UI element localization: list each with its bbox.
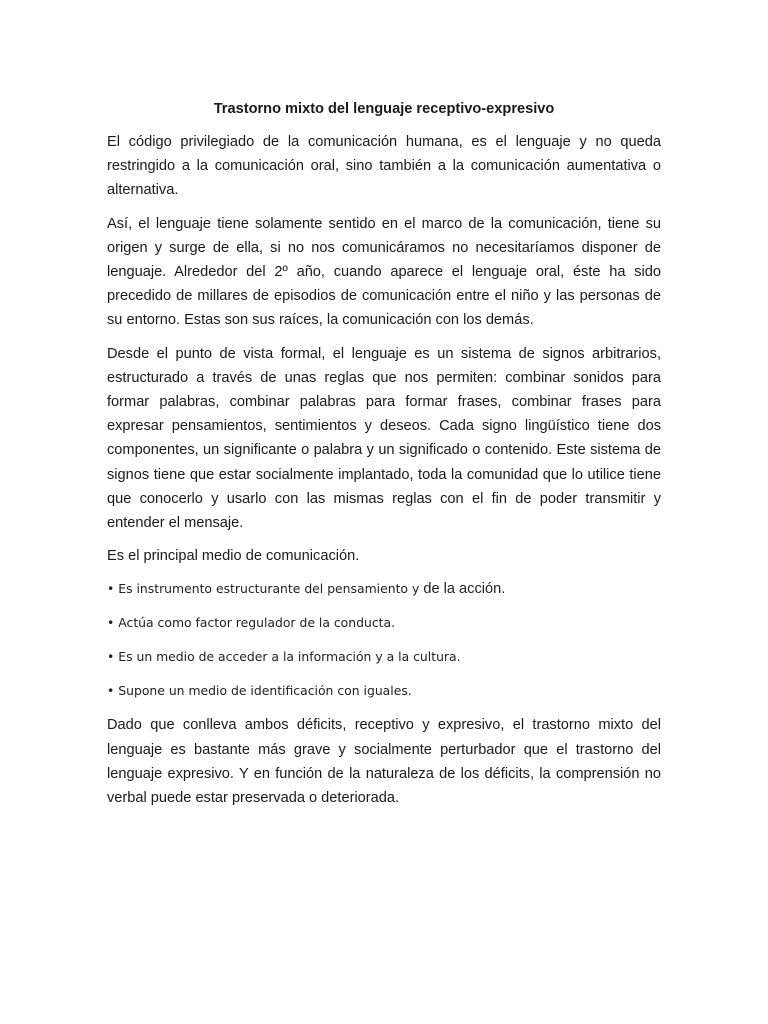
paragraph-language-origin: Así, el lenguaje tiene solamente sentido en el marco de la comunicación, tiene su origen y surge de ella, si no nos comunicáramos no necesitaríamos disponer de lenguaje. Alrededor del 2º año, cuando aparece el lenguaje oral, éste ha sido precedido de millares de episodios de comunicación entre el niño y las personas de su entorno. Estas son sus raíces, la comunicación con los demás. <box>107 215 661 329</box>
paragraph-main-medium: Es el principal medio de comunicación. <box>107 548 360 565</box>
bullet-text: • Supone un medio de identificación con iguales. <box>107 683 412 699</box>
bullet-item <box>107 611 661 635</box>
bullet-text: • Actúa como factor regulador de la conducta. <box>107 615 396 631</box>
bullet-text: • Es instrumento estructurante del pensamiento y <box>107 581 420 597</box>
bullet-tail: de la acción. <box>419 581 506 598</box>
paragraph-closing: Dado que conlleva ambos déficits, receptivo y expresivo, el trastorno mixto del lenguaje es bastante más grave y socialmente perturbador que el trastorno del lenguaje expresivo. Y en función de la naturaleza de los déficits, la comprensión no verbal puede estar preservada o deteriorada. <box>107 717 661 807</box>
bullet-text: • Es un medio de acceder a la información y a la cultura. <box>107 649 461 665</box>
paragraph-intro: El código privilegiado de la comunicación humana, es el lenguaje y no queda restringido a la comunicación oral, sino también a la comunicación aumentativa o alternativa. <box>107 134 661 199</box>
bullet-item <box>107 679 661 703</box>
bullet-item <box>107 645 661 669</box>
document-body <box>107 97 661 819</box>
bullet-item <box>107 577 661 601</box>
paragraph-formal-definition: Desde el punto de vista formal, el lenguaje es un sistema de signos arbitrarios, estructurado a través de unas reglas que nos permiten: combinar sonidos para formar palabras, combinar palabras para formar frases, combinar frases para expresar pensamientos, sentimientos y deseos. Cada signo lingüístico tiene dos componentes, un significante o palabra y un significado o contenido. Este sistema de signos tiene que estar socialmente implantado, toda la comunidad que lo utilice tiene que conocerlo y usarlo con las mismas reglas con el fin de poder transmitir y entender el mensaje. <box>107 345 661 532</box>
document-title: Trastorno mixto del lenguaje receptivo-expresivo <box>213 101 555 117</box>
